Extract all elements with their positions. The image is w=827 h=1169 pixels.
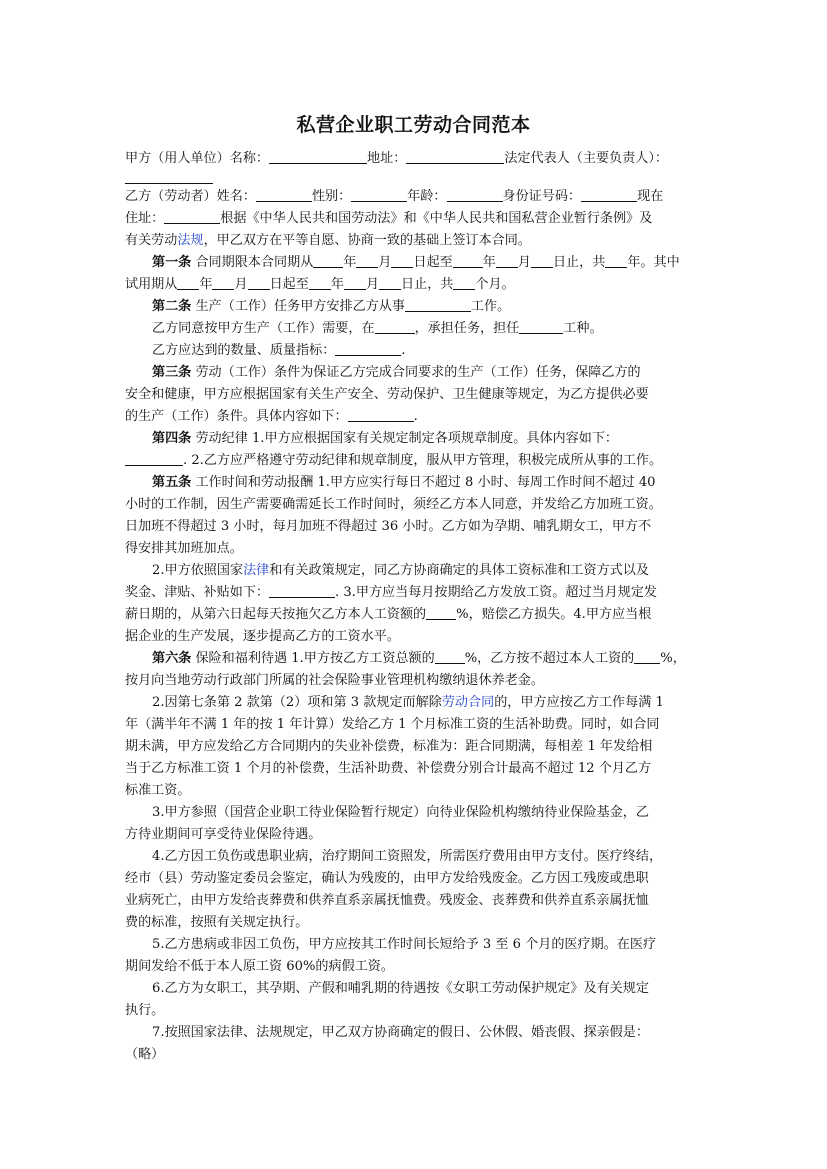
fill-in-blank[interactable]: [379, 277, 401, 290]
line-text: 保险和福利待遇 1.甲方按乙方工资总额的: [191, 651, 435, 666]
fill-in-blank[interactable]: [335, 343, 401, 356]
line-text: 生产（工作）任务甲方安排乙方从事: [191, 299, 405, 314]
text-line: [152, 980, 649, 998]
line-text: 试用期从: [125, 277, 178, 292]
fill-in-blank[interactable]: [426, 607, 456, 620]
line-text: 月: [234, 277, 248, 292]
line-text: 年: [330, 277, 344, 292]
line-text: 法定代表人（主要负责人）：: [504, 151, 668, 166]
fill-in-blank[interactable]: [391, 255, 413, 268]
line-text: 3.甲方参照（国营企业职工待业保险暂行规定）向待业保险机构缴纳待业保险基金，乙: [152, 805, 649, 820]
line-text: 有关劳动: [125, 233, 178, 248]
text-line: [152, 342, 405, 360]
article-heading: 第三条: [152, 365, 192, 380]
fill-in-blank[interactable]: [435, 651, 465, 664]
line-text: 工作时间和劳动报酬 1.甲方应实行每日不超过 8 小时、每周工作时间不超过 40: [191, 475, 656, 490]
article-heading: 第六条: [152, 651, 192, 666]
text-line: [125, 584, 657, 602]
text-line: [125, 452, 662, 470]
line-text: 日起至: [269, 277, 309, 292]
line-text: 6.乙方为女职工，其孕期、产假和哺乳期的待遇按《女职工劳动保护规定》及有关规定: [152, 981, 649, 996]
line-text: 据企业的生产发展，逐步提高乙方的工资水平。: [125, 629, 400, 644]
line-text: 劳动（工作）条件为保证乙方完成合同要求的生产（工作）任务，保障乙方的: [191, 365, 641, 380]
text-line: [125, 518, 651, 536]
line-text: 7.按照国家法律、法规规定，甲乙双方协商确定的假日、公休假、婚丧假、探亲假是：: [152, 1025, 649, 1040]
document-title: 私营企业职工劳动合同范本: [296, 114, 531, 136]
fill-in-blank[interactable]: [453, 277, 475, 290]
fill-in-blank[interactable]: [405, 299, 471, 312]
line-text: 当于乙方标准工资 1 个月的补偿费，生活补助费、补偿费分别合计最高不超过 12 个月乙方: [125, 761, 652, 776]
text-line: [125, 1002, 164, 1020]
line-text: 年: [482, 255, 496, 270]
fill-in-blank[interactable]: [177, 277, 199, 290]
line-text: 乙方（劳动者）姓名：: [125, 189, 256, 204]
fill-in-blank[interactable]: [125, 453, 183, 466]
fill-in-blank[interactable]: [356, 255, 378, 268]
text-line: [152, 848, 662, 866]
text-line: [125, 170, 213, 188]
line-text: 奖金、津贴、补贴如下：: [125, 585, 270, 600]
line-text: %，乙方按不超过本人工资的: [464, 651, 635, 666]
line-text: 2.因第七条第 2 款第（2）项和第 3 款规定而解除: [152, 695, 442, 710]
text-line: [125, 870, 649, 888]
fill-in-blank[interactable]: [164, 211, 220, 224]
text-line: [152, 298, 510, 316]
fill-in-blank[interactable]: [605, 255, 627, 268]
text-line: [125, 408, 418, 426]
line-text: ，甲乙双方在平等自愿、协商一致的基础上签订本合同。: [203, 233, 531, 248]
law-link[interactable]: 法规: [177, 233, 204, 248]
text-line: [125, 188, 663, 206]
fill-in-blank[interactable]: [406, 151, 504, 164]
line-text: 地址：: [367, 151, 407, 166]
text-line: [152, 562, 649, 580]
text-line: [152, 694, 664, 712]
line-text: 乙方应达到的数量、质量指标：: [152, 343, 336, 358]
line-text: 劳动纪律 1.甲方应根据国家有关规定制定各项规章制度。具体内容如下：: [191, 431, 619, 446]
line-text: 日起至: [413, 255, 453, 270]
line-text: 的，甲方应按乙方工作每满 1: [494, 695, 664, 710]
text-line: [152, 650, 686, 668]
fill-in-blank[interactable]: [581, 189, 637, 202]
line-text: 合同期限本合同期从: [191, 255, 314, 270]
fill-in-blank[interactable]: [313, 255, 343, 268]
text-line: [152, 254, 680, 272]
fill-in-blank[interactable]: [256, 189, 312, 202]
line-text: ，承担任务，担任: [414, 321, 520, 336]
line-text: 方待业期间可享受待业保险待遇。: [125, 827, 322, 842]
article-heading: 第一条: [152, 255, 192, 270]
line-text: . 2.乙方应严格遵守劳动纪律和规章制度，服从甲方管理，积极完成所从事的工作。: [183, 453, 663, 468]
text-line: [125, 958, 394, 976]
line-text: 业病死亡，由甲方发给丧葬费和供养直系亲属抚恤费。残废金、丧葬费和供养直系亲属抚恤: [125, 893, 649, 908]
text-line: [125, 672, 544, 690]
text-line: [152, 1024, 649, 1042]
line-text: 根据《中华人民共和国劳动法》和《中华人民共和国私营企业暂行条例》及: [220, 211, 653, 226]
line-text: 日加班不得超过 3 小时，每月加班不得超过 36 小时。乙方如为孕期、哺乳期女工，甲方不: [125, 519, 652, 534]
fill-in-blank[interactable]: [496, 255, 518, 268]
text-line: [152, 364, 641, 382]
fill-in-blank[interactable]: [351, 189, 407, 202]
line-text: 月: [517, 255, 531, 270]
line-text: 按月向当地劳动行政部门所属的社会保险事业管理机构缴纳退休养老金。: [125, 673, 544, 688]
text-line: [125, 232, 531, 250]
law-link[interactable]: 法律: [243, 563, 270, 578]
text-line: [125, 386, 649, 404]
line-text: 执行。: [125, 1003, 165, 1018]
fill-in-blank[interactable]: [348, 409, 414, 422]
text-line: [125, 826, 321, 844]
fill-in-blank[interactable]: [344, 277, 366, 290]
text-line: [125, 496, 662, 514]
line-text: 月: [365, 277, 380, 292]
line-text: 得安排其加班加点。: [125, 541, 243, 556]
text-line: [152, 474, 655, 492]
fill-in-blank[interactable]: [309, 277, 331, 290]
line-text: 年（满半年不满 1 年的按 1 年计算）发给乙方 1 个月标准工资的生活补助费。同时，如合同: [125, 717, 660, 732]
text-line: [125, 150, 668, 168]
line-text: 2.甲方依照国家: [152, 563, 244, 578]
line-text: 年龄：: [407, 189, 447, 204]
text-line: [125, 1046, 164, 1064]
text-line: [152, 320, 603, 338]
fill-in-blank[interactable]: [453, 255, 483, 268]
text-line: [125, 628, 400, 646]
fill-in-blank[interactable]: [248, 277, 270, 290]
text-line: [125, 606, 651, 624]
line-text: 年。其中: [627, 255, 680, 270]
line-text: 年: [199, 277, 213, 292]
text-line: [152, 430, 618, 448]
line-text: （略）: [125, 1047, 165, 1062]
fill-in-blank[interactable]: [447, 189, 503, 202]
line-text: 期间发给不低于本人原工资 60%的病假工资。: [125, 959, 394, 974]
fill-in-blank[interactable]: [269, 585, 335, 598]
article-heading: 第二条: [152, 299, 192, 314]
line-text: . 3.甲方应当每月按期给乙方发放工资。超过当月规定发: [335, 585, 658, 600]
text-line: [125, 276, 515, 294]
fill-in-blank[interactable]: [269, 151, 367, 164]
line-text: .: [413, 409, 418, 424]
fill-in-blank[interactable]: [212, 277, 234, 290]
line-text: 个月。: [475, 277, 515, 292]
line-text: 住址：: [125, 211, 165, 226]
line-text: 经市（县）劳动鉴定委员会鉴定，确认为残废的，由甲方发给残废金。乙方因工残废或患职: [125, 871, 649, 886]
text-line: [125, 892, 649, 910]
text-line: [125, 914, 308, 932]
text-line: [125, 782, 190, 800]
line-text: 安全和健康，甲方应根据国家有关生产安全、劳动保护、卫生健康等规定，为乙方提供必要: [125, 387, 649, 402]
line-text: 标准工资。: [125, 783, 191, 798]
line-text: 的生产（工作）条件。具体内容如下：: [125, 409, 348, 424]
line-text: 甲方（用人单位）名称：: [125, 151, 270, 166]
line-text: 和有关政策规定，同乙方协商确定的具体工资标准和工资方式以及: [269, 563, 649, 578]
line-text: .: [401, 343, 406, 358]
fill-in-blank[interactable]: [531, 255, 553, 268]
line-text: 身份证号码：: [502, 189, 582, 204]
text-line: [152, 804, 649, 822]
fill-in-blank[interactable]: [519, 321, 563, 334]
line-text: %，: [660, 651, 686, 666]
line-text: 小时的工作制，因生产需要确需延长工作时间时，须经乙方本人同意，并发给乙方加班工资。: [125, 497, 662, 512]
line-text: 日止，共: [552, 255, 606, 270]
text-line: [125, 716, 659, 734]
fill-in-blank[interactable]: [634, 651, 660, 664]
line-text: 4.乙方因工负伤或患职业病，治疗期间工资照发，所需医疗费用由甲方支付。医疗终结，: [152, 849, 663, 864]
line-text: 期未满，甲方应发给乙方合同期内的失业补偿费，标准为：距合同期满，每相差 1 年发给相: [125, 739, 653, 754]
text-line: [125, 210, 652, 228]
article-heading: 第五条: [152, 475, 192, 490]
fill-in-blank[interactable]: [125, 171, 213, 184]
line-text: 月: [378, 255, 392, 270]
fill-in-blank[interactable]: [375, 321, 415, 334]
line-text: 费的标准，按照有关规定执行。: [125, 915, 309, 930]
line-text: %，赔偿乙方损失。4.甲方应当根: [456, 607, 652, 622]
line-text: 年: [343, 255, 357, 270]
line-text: 薪日期的，从第六日起每天按拖欠乙方本人工资额的: [125, 607, 427, 622]
line-text: 日止，共: [401, 277, 454, 292]
law-link[interactable]: 劳动合同: [441, 695, 495, 710]
line-text: 现在: [637, 189, 664, 204]
text-line: [125, 540, 243, 558]
article-heading: 第四条: [152, 431, 192, 446]
text-line: [152, 936, 656, 954]
text-line: [125, 738, 652, 756]
line-text: 工作。: [470, 299, 511, 314]
line-text: 5.乙方患病或非因工负伤，甲方应按其工作时间长短给予 3 至 6 个月的医疗期。在医疗: [152, 937, 657, 952]
line-text: 乙方同意按甲方生产（工作）需要，在: [152, 321, 375, 336]
text-line: [125, 760, 651, 778]
line-text: 工种。: [563, 321, 603, 336]
line-text: 性别：: [311, 189, 352, 204]
